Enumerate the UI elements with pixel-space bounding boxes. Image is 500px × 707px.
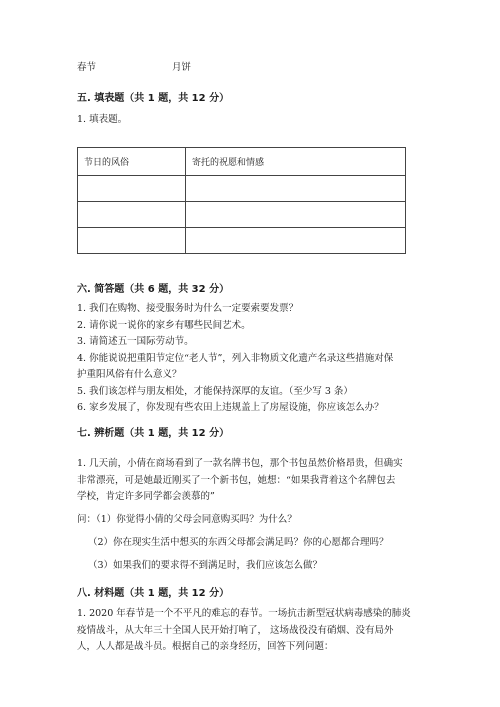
question-line: 6. 家乡发展了，你发现有些农田上违规盖上了房屋设施，你应该怎么办？ bbox=[77, 402, 384, 413]
question-line: 2. 请你说一说你的家乡有哪些民间艺术。 bbox=[77, 319, 251, 331]
section8-passage bbox=[77, 606, 411, 656]
passage-line: 学校，肯定许多同学都会羡慕的” bbox=[77, 491, 215, 502]
table-cell[interactable] bbox=[186, 202, 406, 228]
section5-title: 五. 填表题（共 1 题，共 12 分） bbox=[77, 93, 230, 104]
table-cell[interactable] bbox=[78, 176, 186, 202]
table-cell[interactable] bbox=[186, 176, 406, 202]
section6-questions bbox=[77, 301, 393, 417]
question-line: 1. 我们在购物、接受服务时为什么一定要索要发票？ bbox=[77, 303, 299, 314]
section7-ask: 问：（1）你觉得小倩的父母会同意购买吗？为什么？ bbox=[77, 514, 297, 525]
table-header-cell: 寄托的祝愿和情感 bbox=[186, 148, 406, 176]
fill-in-table bbox=[77, 147, 406, 254]
table-cell[interactable] bbox=[78, 202, 186, 228]
passage-line: 1. 几天前，小倩在商场看到了一款名牌书包，那个书包虽然价格昂贵，但确实 bbox=[77, 458, 403, 469]
question-line: 5. 我们该怎样与朋友相处，才能保持深厚的友谊。（至少写 3 条） bbox=[77, 385, 353, 397]
table-row bbox=[78, 176, 406, 202]
passage-line: 人，人人都是战斗员。根据自己的亲身经历，回答下列问题： bbox=[77, 641, 334, 652]
passage-line: 1. 2020 年春节是一个不平凡的难忘的春节。一场抗击新型冠状病毒感染的肺炎 bbox=[77, 608, 411, 619]
food-item: 月饼 bbox=[172, 62, 192, 73]
section6-title: 六. 简答题（共 6 题，共 32 分） bbox=[77, 284, 230, 295]
section7-q2: （2）你在现实生活中想买的东西父母都会满足吗？你的心愿都合理吗？ bbox=[88, 537, 389, 548]
section7-passage bbox=[77, 456, 403, 506]
passage-line: 疫情战斗，从大年三十全国人民开始打响了， 这场战役没有硝烟、没有局外 bbox=[77, 624, 394, 636]
table-header-cell: 节日的风俗 bbox=[78, 148, 186, 176]
table-cell[interactable] bbox=[78, 228, 186, 254]
question-line: 护重阳风俗有什么意义？ bbox=[77, 369, 182, 380]
question-line: 3. 请简述五一国际劳动节。 bbox=[77, 336, 194, 347]
table-cell[interactable] bbox=[186, 228, 406, 254]
festival-item: 春节 bbox=[77, 62, 97, 73]
passage-line: 非常漂亮，可是她最近刚买了一个新书包，她想：“如果我背着这个名牌包去 bbox=[77, 474, 396, 486]
section7-q3: （3）如果我们的要求得不到满足时，我们应该怎么做？ bbox=[88, 560, 323, 571]
section8-title: 八. 材料题（共 1 题，共 12 分） bbox=[77, 588, 230, 599]
section5-question: 1. 填表题。 bbox=[77, 114, 128, 125]
table-row bbox=[78, 228, 406, 254]
section7-title: 七. 辨析题（共 1 题，共 12 分） bbox=[77, 428, 230, 439]
question-line: 4. 你能说说把重阳节定位“老人节”，列入非物质文化遗产名录这些措施对保 bbox=[77, 352, 394, 364]
table-row bbox=[78, 202, 406, 228]
table-header-row bbox=[78, 148, 406, 176]
